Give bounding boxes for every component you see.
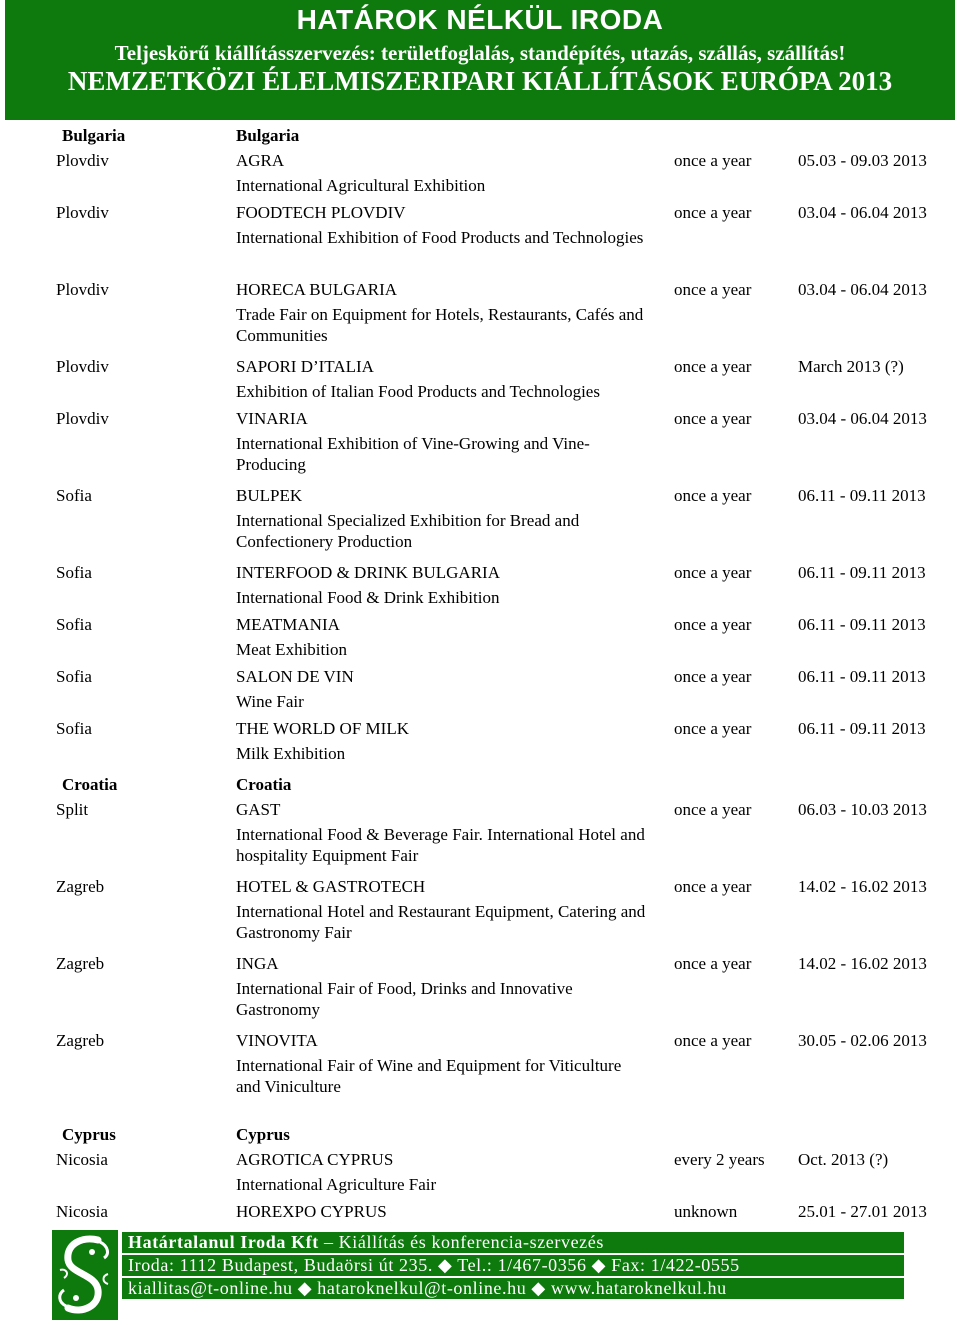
event-city: Sofia [56, 563, 92, 582]
event-row [0, 1199, 960, 1224]
event-name: FOODTECH PLOVDIV [236, 203, 406, 222]
event-name: GAST [236, 800, 281, 819]
event-city: Nicosia [56, 1150, 108, 1169]
event-name: HOTEL & GASTROTECH [236, 877, 426, 896]
event-city: Sofia [56, 486, 92, 505]
event-city: Nicosia [56, 1202, 108, 1221]
event-row [0, 148, 960, 173]
event-description-row [0, 1053, 960, 1105]
country-header [0, 123, 960, 148]
ornamental-s-logo-icon [52, 1230, 118, 1320]
event-name: MEATMANIA [236, 615, 340, 634]
event-frequency: once a year [674, 667, 752, 686]
event-description: International Exhibition of Food Products and Technologies [236, 228, 644, 247]
event-description-row [0, 431, 960, 483]
event-row [0, 612, 960, 637]
event-city: Plovdiv [56, 203, 109, 222]
event-description-row [0, 741, 960, 768]
event-row [0, 797, 960, 822]
event-dates: 06.11 - 09.11 2013 [798, 719, 926, 738]
footer-company: Határtalanul Iroda Kft [128, 1232, 319, 1252]
event-name: AGRA [236, 151, 285, 170]
event-description: Trade Fair on Equipment for Hotels, Restaurants, Cafés and Communities [236, 305, 644, 345]
event-name: SAPORI D’ITALIA [236, 357, 374, 376]
event-description: International Agricultural Exhibition [236, 176, 486, 195]
event-name: INTERFOOD & DRINK BULGARIA [236, 563, 500, 582]
event-dates: 03.04 - 06.04 2013 [798, 203, 927, 222]
event-name: VINARIA [236, 409, 308, 428]
event-description-row [0, 508, 960, 560]
event-dates: 06.11 - 09.11 2013 [798, 667, 926, 686]
event-row [0, 951, 960, 976]
event-row [0, 200, 960, 225]
event-frequency: once a year [674, 203, 752, 222]
event-description: International Food & Drink Exhibition [236, 588, 500, 607]
event-description: Milk Exhibition [236, 744, 346, 763]
event-description-row [0, 173, 960, 200]
event-dates: March 2013 (?) [798, 357, 904, 376]
event-name: HOREXPO CYPRUS [236, 1202, 387, 1221]
event-dates: 06.11 - 09.11 2013 [798, 486, 926, 505]
event-description-row [0, 899, 960, 951]
event-description-row [0, 379, 960, 406]
event-city: Zagreb [56, 954, 105, 973]
header-banner [5, 0, 955, 120]
event-frequency: every 2 years [674, 1150, 765, 1169]
event-row [0, 406, 960, 431]
event-city: Split [56, 800, 89, 819]
event-description-row [0, 689, 960, 716]
event-frequency: unknown [674, 1202, 738, 1221]
footer-tagline: – Kiállítás és konferencia-szervezés [318, 1232, 604, 1252]
event-row [0, 716, 960, 741]
event-description-row [0, 822, 960, 874]
event-name: AGROTICA CYPRUS [236, 1150, 394, 1169]
event-name: THE WORLD OF MILK [236, 719, 409, 738]
section-croatia [0, 772, 960, 1105]
country-name-col2: Bulgaria [236, 126, 300, 145]
event-row [0, 874, 960, 899]
agency-title: HATÁROK NÉLKÜL IRODA [296, 4, 664, 35]
event-city: Sofia [56, 667, 92, 686]
event-description: International Agriculture Fair [236, 1175, 437, 1194]
event-city: Plovdiv [56, 357, 109, 376]
country-name-col2: Croatia [236, 775, 292, 794]
event-description: International Fair of Food, Drinks and Innovative Gastronomy [236, 979, 573, 1019]
exhibitions-title: NEMZETKÖZI ÉLELMISZERIPARI KIÁLLÍTÁSOK EURÓPA 2013 [67, 66, 893, 96]
event-city: Sofia [56, 719, 92, 738]
event-description: Wine Fair [236, 692, 304, 711]
event-dates: Oct. 2013 (?) [798, 1150, 889, 1169]
event-row [0, 483, 960, 508]
event-dates: 05.03 - 09.03 2013 [798, 151, 927, 170]
event-name: BULPEK [236, 486, 303, 505]
event-dates: 14.02 - 16.02 2013 [798, 954, 927, 973]
country-name: Cyprus [62, 1125, 116, 1144]
event-frequency: once a year [674, 409, 752, 428]
country-name: Bulgaria [62, 126, 126, 145]
event-description: International Exhibition of Vine-Growing and Vine-Producing [236, 434, 590, 474]
event-frequency: once a year [674, 280, 752, 299]
event-row [0, 277, 960, 302]
event-city: Plovdiv [56, 409, 109, 428]
event-description-row [0, 225, 960, 277]
event-description-row [0, 637, 960, 664]
event-city: Plovdiv [56, 280, 109, 299]
footer-contacts: kiallitas@t-online.hu ◆ hataroknelkul@t-online.hu ◆ www.hataroknelkul.hu [122, 1278, 904, 1299]
event-description-row [0, 585, 960, 612]
event-name: HORECA BULGARIA [236, 280, 398, 299]
event-description-row [0, 302, 960, 354]
event-frequency: once a year [674, 877, 752, 896]
section-bulgaria [0, 123, 960, 768]
country-header [0, 772, 960, 797]
event-frequency: once a year [674, 800, 752, 819]
event-name: VINOVITA [236, 1031, 318, 1050]
event-frequency: once a year [674, 486, 752, 505]
event-row [0, 354, 960, 379]
event-dates: 06.11 - 09.11 2013 [798, 615, 926, 634]
event-dates: 06.11 - 09.11 2013 [798, 563, 926, 582]
event-frequency: once a year [674, 151, 752, 170]
country-header [0, 1122, 960, 1147]
footer-company-bar [122, 1232, 904, 1253]
event-dates: 25.01 - 27.01 2013 [798, 1202, 927, 1221]
event-description: International Hotel and Restaurant Equipment, Catering and Gastronomy Fair [236, 902, 646, 942]
event-description-row [0, 976, 960, 1028]
event-description: International Fair of Wine and Equipment for Viticulture and Viniculture [236, 1056, 622, 1096]
event-city: Zagreb [56, 1031, 105, 1050]
footer [0, 1226, 960, 1324]
country-name: Croatia [62, 775, 118, 794]
event-frequency: once a year [674, 719, 752, 738]
event-row [0, 1028, 960, 1053]
event-frequency: once a year [674, 563, 752, 582]
event-city: Sofia [56, 615, 92, 634]
event-dates: 03.04 - 06.04 2013 [798, 409, 927, 428]
event-frequency: once a year [674, 1031, 752, 1050]
event-frequency: once a year [674, 357, 752, 376]
footer-address: Iroda: 1112 Budapest, Budaörsi út 235. ◆ Tel.: 1/467-0356 ◆ Fax: 1/422-0555 [122, 1255, 904, 1276]
event-dates: 14.02 - 16.02 2013 [798, 877, 927, 896]
section-cyprus [0, 1122, 960, 1224]
country-name-col2: Cyprus [236, 1125, 290, 1144]
event-description: International Food & Beverage Fair. International Hotel and hospitality Equipment Fair [236, 825, 645, 865]
event-name: SALON DE VIN [236, 667, 354, 686]
event-description-row [0, 1172, 960, 1199]
event-frequency: once a year [674, 954, 752, 973]
event-row [0, 664, 960, 689]
agency-services: Teljeskörű kiállításszervezés: területfoglalás, standépítés, utazás, szállás, szállítás! [114, 41, 846, 65]
event-dates: 06.03 - 10.03 2013 [798, 800, 927, 819]
event-row [0, 1147, 960, 1172]
event-dates: 03.04 - 06.04 2013 [798, 280, 927, 299]
event-frequency: once a year [674, 615, 752, 634]
event-description: Meat Exhibition [236, 640, 347, 659]
event-description: Exhibition of Italian Food Products and Technologies [236, 382, 600, 401]
event-city: Plovdiv [56, 151, 109, 170]
event-description: International Specialized Exhibition for Bread and Confectionery Production [236, 511, 580, 551]
event-city: Zagreb [56, 877, 105, 896]
event-row [0, 560, 960, 585]
event-dates: 30.05 - 02.06 2013 [798, 1031, 927, 1050]
event-name: INGA [236, 954, 279, 973]
